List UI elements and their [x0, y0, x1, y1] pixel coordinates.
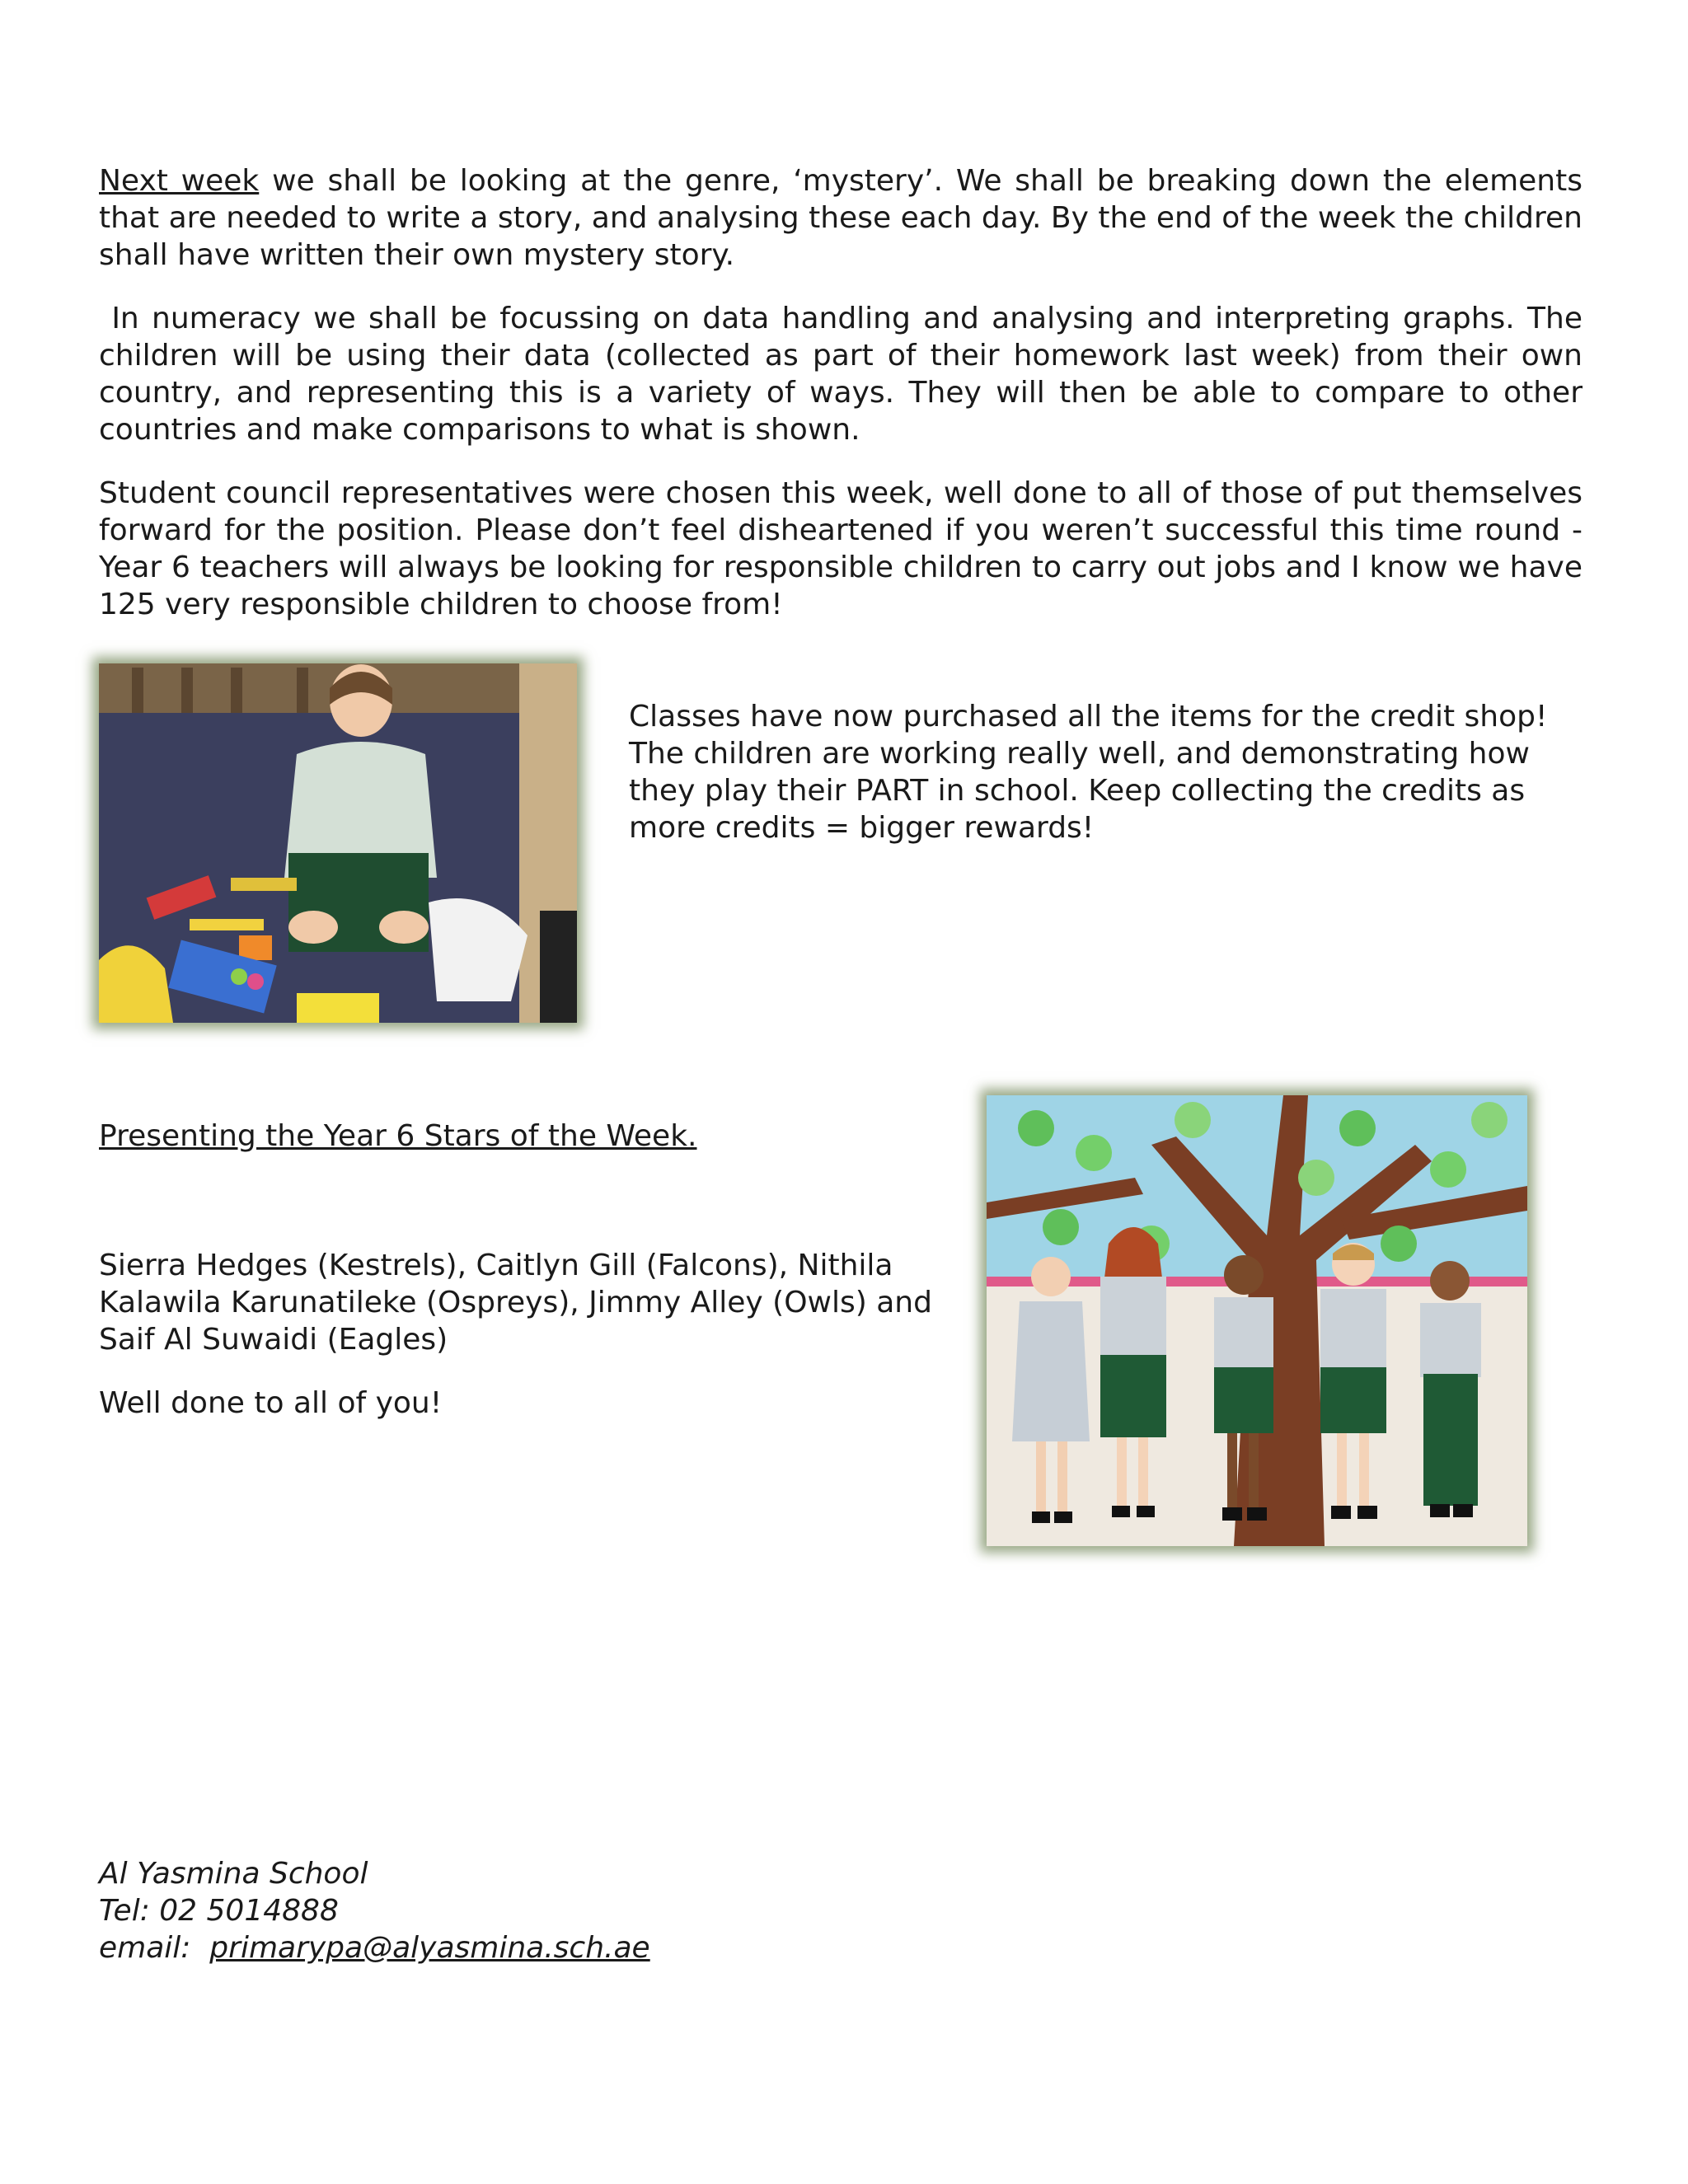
footer-email-line: [99, 1929, 650, 1966]
footer-tel: Tel: 02 5014888: [99, 1894, 339, 1928]
footer-email-label: email:: [99, 1931, 210, 1965]
credit-shop-photo: [99, 663, 577, 1023]
paragraph-student-council: Student council representatives were chosen this week, well done to all of those of put themselves forward for the position. Please don’t feel disheartened if you weren’t successful this time round - Year 6 teachers will always be looking for responsible children to carry out jobs and I know we have 125 very responsible children to choose from!: [99, 476, 1582, 621]
next-week-label: Next week: [99, 164, 260, 198]
paragraph-numeracy: In numeracy we shall be focussing on data handling and analysing and interpreting graphs. The children will be using their data (collected as part of their homework last week) from their own country, and representing this is a variety of ways. They will then be able to compare to other countries and make comparisons to what is shown.: [99, 302, 1592, 447]
stars-congrats: Well done to all of you!: [99, 1386, 443, 1420]
credit-shop-text: Classes have now purchased all the items for the credit shop! The children are working really well, and demonstrating how they play their PART in school. Keep collecting the credits as more credits = bigger rewards!: [629, 700, 1548, 845]
footer-contact: [99, 1855, 650, 1966]
stars-photo: [987, 1095, 1527, 1546]
email-link[interactable]: primarypa@alyasmina.sch.ae: [209, 1931, 650, 1965]
stars-heading: Presenting the Year 6 Stars of the Week.: [99, 1119, 697, 1153]
footer-school-name: Al Yasmina School: [99, 1857, 368, 1891]
paragraph-next-week: [99, 162, 1582, 274]
next-week-body: we shall be looking at the genre, ‘mystery’. We shall be breaking down the elements that are needed to write a story, and analysing these each day. By the end of the week the children shall have written their own mystery story.: [99, 164, 1582, 272]
stars-names: Sierra Hedges (Kestrels), Caitlyn Gill (Falcons), Nithila Kalawila Karunatileke (Ospreys), Jimmy Alley (Owls) and Saif Al Suwaidi (Eagles): [99, 1249, 932, 1357]
